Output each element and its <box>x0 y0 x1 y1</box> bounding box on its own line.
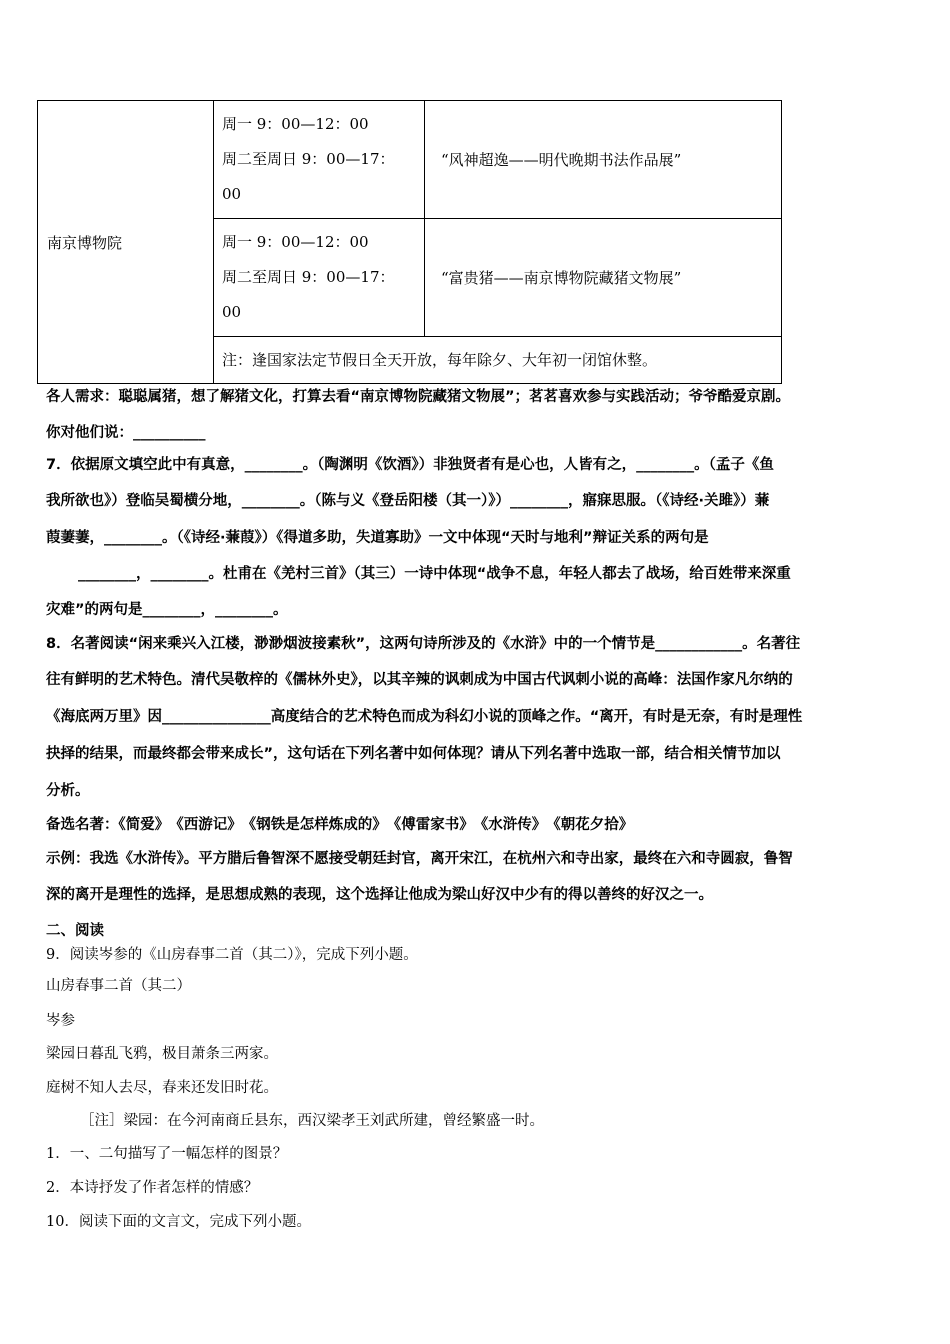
question-8: 8．名著阅读“闲来乘兴入江楼，渺渺烟波接素秋”，这两句诗所涉及的《水浒》中的一个情节是____________。名著往 <box>46 636 801 652</box>
exhibition-title: “富贵猪——南京博物院藏猪文物展” <box>441 268 682 287</box>
hours-line: 周一 9：00—12：00 <box>222 232 369 251</box>
opening-hours-cell-1 <box>214 101 425 219</box>
text-line: 抉择的结果，而最终都会带来成长”，这句话在下列名著中如何体现？请从下列名著中选取一部，结合相关情节加以 <box>46 746 781 762</box>
sub-question-1: 1．一、二句描写了一幅怎样的图景？ <box>46 1146 288 1162</box>
text-line: 我所欲也》）登临吴蜀横分地，________。（陈与义《登岳阳楼（其一）》）________，寤寐思服。（《诗经·关雎》）蒹 <box>46 493 770 509</box>
opening-hours-cell-2 <box>214 218 425 336</box>
example-line: 示例：我选《水浒传》。平方腊后鲁智深不愿接受朝廷封官，离开宋江，在杭州六和寺出家，最终在六和寺圆寂，鲁智 <box>46 851 793 867</box>
museum-schedule-table <box>37 100 782 384</box>
text-line: ________，________。杜甫在《羌村三首》（其三）一诗中体现“战争不息，年轻人都去了战场，给百姓带来深重 <box>78 566 791 582</box>
section-heading: 二、阅读 <box>46 923 104 939</box>
hours-line: 00 <box>222 184 242 203</box>
text-line: 你对他们说：__________ <box>46 425 206 441</box>
poem-note: ［注］梁园：在今河南商丘县东，西汉梁孝王刘武所建，曾经繁盛一时。 <box>80 1113 544 1129</box>
question-7: 7．依据原文填空此中有真意，________。（陶渊明《饮酒》）非独贤者有是心也，人皆有之，________。（孟子《鱼 <box>46 457 774 473</box>
table-note: 注：逢国家法定节假日全天开放，每年除夕、大年初一闭馆休整。 <box>222 351 658 370</box>
poem-author: 岑参 <box>46 1013 75 1029</box>
exhibition-title: “风神超逸——明代晚期书法作品展” <box>441 150 682 169</box>
museum-name-cell <box>38 101 214 384</box>
sub-question-2: 2．本诗抒发了作者怎样的情感？ <box>46 1180 259 1196</box>
poem-line: 梁园日暮乱飞鸦，极目萧条三两家。 <box>46 1046 278 1062</box>
question-9: 9．阅读岑参的《山房春事二首（其二）》，完成下列小题。 <box>46 947 418 963</box>
text-line: 分析。 <box>46 783 90 799</box>
text-line: 《海底两万里》因_______________高度结合的艺术特色而成为科幻小说的顶峰之作。“离开，有时是无奈，有时是理性 <box>46 709 803 725</box>
hours-line: 周二至周日 9：00—17： <box>222 149 395 168</box>
text-line: 各人需求：聪聪属猪，想了解猪文化，打算去看“南京博物院藏猪文物展”；茗茗喜欢参与实践活动；爷爷酷爱京剧。 <box>46 389 791 405</box>
hours-line: 00 <box>222 302 242 321</box>
text-line: 往有鲜明的艺术特色。清代吴敬梓的《儒林外史》，以其辛辣的讽刺成为中国古代讽刺小说的高峰：法国作家凡尔纳的 <box>46 672 793 688</box>
hours-line: 周一 9：00—12：00 <box>222 114 369 133</box>
poem-line: 庭树不知人去尽，春来还发旧时花。 <box>46 1080 278 1096</box>
text-line: 葭萋萋，________。（《诗经·蒹葭》）《得道多助，失道寡助》一文中体现“天时与地利”辩证关系的两句是 <box>46 530 709 546</box>
poem-title: 山房春事二首（其二） <box>46 978 191 994</box>
exhibition-cell-2 <box>425 218 782 336</box>
text-line: 灾难”的两句是________，________。 <box>46 602 288 618</box>
exhibition-cell-1 <box>425 101 782 219</box>
question-10: 10．阅读下面的文言文，完成下列小题。 <box>46 1214 311 1230</box>
museum-name: 南京博物院 <box>47 233 123 252</box>
table-note-cell <box>214 336 782 383</box>
example-line: 深的离开是理性的选择，是思想成熟的表现，这个选择让他成为梁山好汉中少有的得以善终的好汉之一。 <box>46 887 713 903</box>
hours-line: 周二至周日 9：00—17： <box>222 267 395 286</box>
book-options: 备选名著：《简爱》 《西游记》 《钢铁是怎样炼成的》 《傅雷家书》 《水浒传》 《朝花夕拾》 <box>46 817 634 833</box>
